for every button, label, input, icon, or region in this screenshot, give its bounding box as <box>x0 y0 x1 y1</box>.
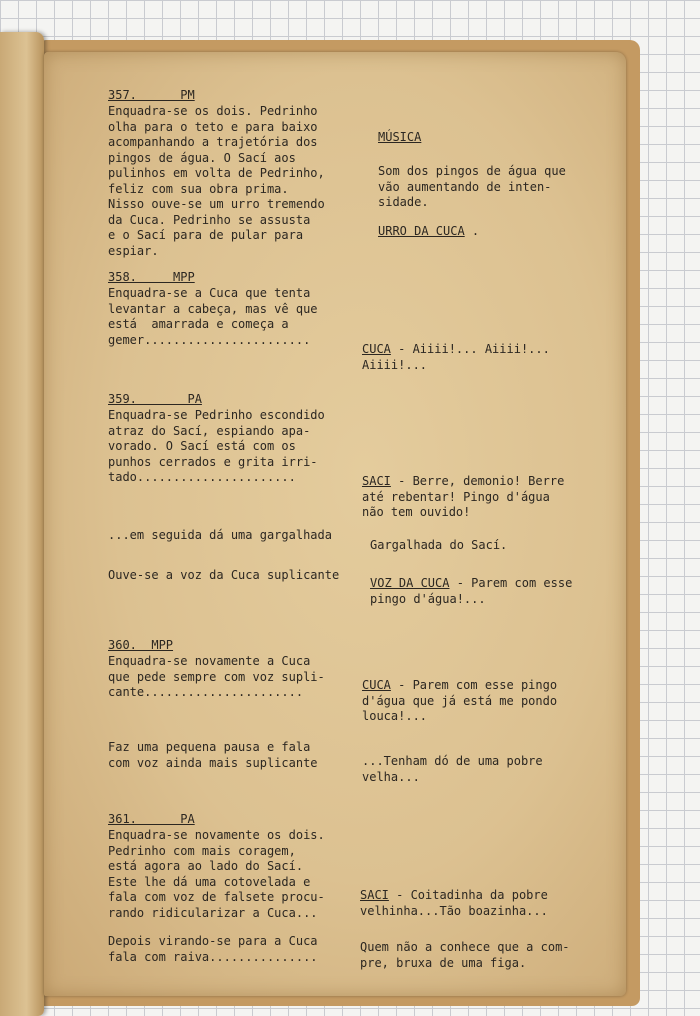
gargalhada-sound-cue: Gargalhada do Sací. <box>370 538 508 552</box>
cuca-dialogue-2 <box>362 678 557 725</box>
saci-dialogue-1 <box>362 474 564 521</box>
cuca-speaker-2: CUCA <box>362 678 391 692</box>
scene-358-description: Enquadra-se a Cuca que tenta levantar a cabeça, mas vê que está amarrada e começa a gemer....................... <box>108 286 318 347</box>
cuca-line-1: - Aiiii!... Aiiii!... Aiiii!... <box>362 342 550 372</box>
cuca-speaker-1: CUCA <box>362 342 391 356</box>
scene-357-header: 357. PM <box>108 88 195 102</box>
scene-359-header: 359. PA <box>108 392 202 406</box>
gargalhada-action: ...em seguida dá uma gargalhada <box>108 528 332 542</box>
script-page <box>44 52 626 996</box>
scene-360-header: 360. MPP <box>108 638 174 652</box>
saci-speaker-2: SACI <box>360 888 389 902</box>
scene-360-description: Enquadra-se novamente a Cuca que pede sempre com voz supli- cante...................... <box>108 654 325 699</box>
scene-359-description: Enquadra-se Pedrinho escondido atraz do Sací, espiando apa- vorado. O Sací está com os punhos cerrados e grita irri- tado...................... <box>108 408 325 484</box>
musica-cue: MÚSICA <box>378 130 422 144</box>
saci-dialogue-2 <box>360 888 548 919</box>
cuca-dialogue-1 <box>362 342 550 373</box>
pingos-sound-cue: Som dos pingos de água que vão aumentando de inten- sidade. <box>378 164 566 209</box>
left-page-edge <box>0 32 44 1016</box>
saci-speaker-1: SACI <box>362 474 391 488</box>
scene-358-header: 358. MPP <box>108 270 195 284</box>
scene-357-description: Enquadra-se os dois. Pedrinho olha para o teto e para baixo acompanhando a trajetória dos pingos de água. O Sací aos pulinhos em volta de Pedrinho, feliz com sua obra prima. Nisso ouve-se um urro tremendo da Cuca. Pedrinho se assusta e o Sací para de pular para espiar. <box>108 104 325 258</box>
urro-cue-dot: . <box>464 224 480 238</box>
quem-nao-line: Quem não a conhece que a com- pre, bruxa de uma figa. <box>360 940 570 970</box>
voz-cuca-dialogue <box>370 576 572 607</box>
tenham-do-line: ...Tenham dó de uma pobre velha... <box>362 754 543 784</box>
urro-cue <box>378 224 479 240</box>
voz-cuca-action: Ouve-se a voz da Cuca suplicante <box>108 568 340 582</box>
scene-361-header: 361. PA <box>108 812 195 826</box>
saci-line-2: - Coitadinha da pobre velhinha...Tão boazinha... <box>360 888 548 918</box>
voz-cuca-speaker: VOZ DA CUCA <box>370 576 450 590</box>
virando-action: Depois virando-se para a Cuca fala com raiva............... <box>108 934 318 964</box>
pausa-action: Faz uma pequena pausa e fala com voz ainda mais suplicante <box>108 740 318 770</box>
cuca-line-2: - Parem com esse pingo d'água que já está me pondo louca!... <box>362 678 558 723</box>
voz-cuca-line: - Parem com esse pingo d'água!... <box>370 576 573 606</box>
saci-line-1: - Berre, demonio! Berre até rebentar! Pingo d'água não tem ouvido! <box>362 474 565 519</box>
scene-361-description: Enquadra-se novamente os dois. Pedrinho com mais coragem, está agora ao lado do Sací. Este lhe dá uma cotovelada e fala com voz de falsete procu- rando ridicularizar a Cuca... <box>108 828 325 920</box>
urro-cue-label: URRO DA CUCA <box>378 224 465 238</box>
